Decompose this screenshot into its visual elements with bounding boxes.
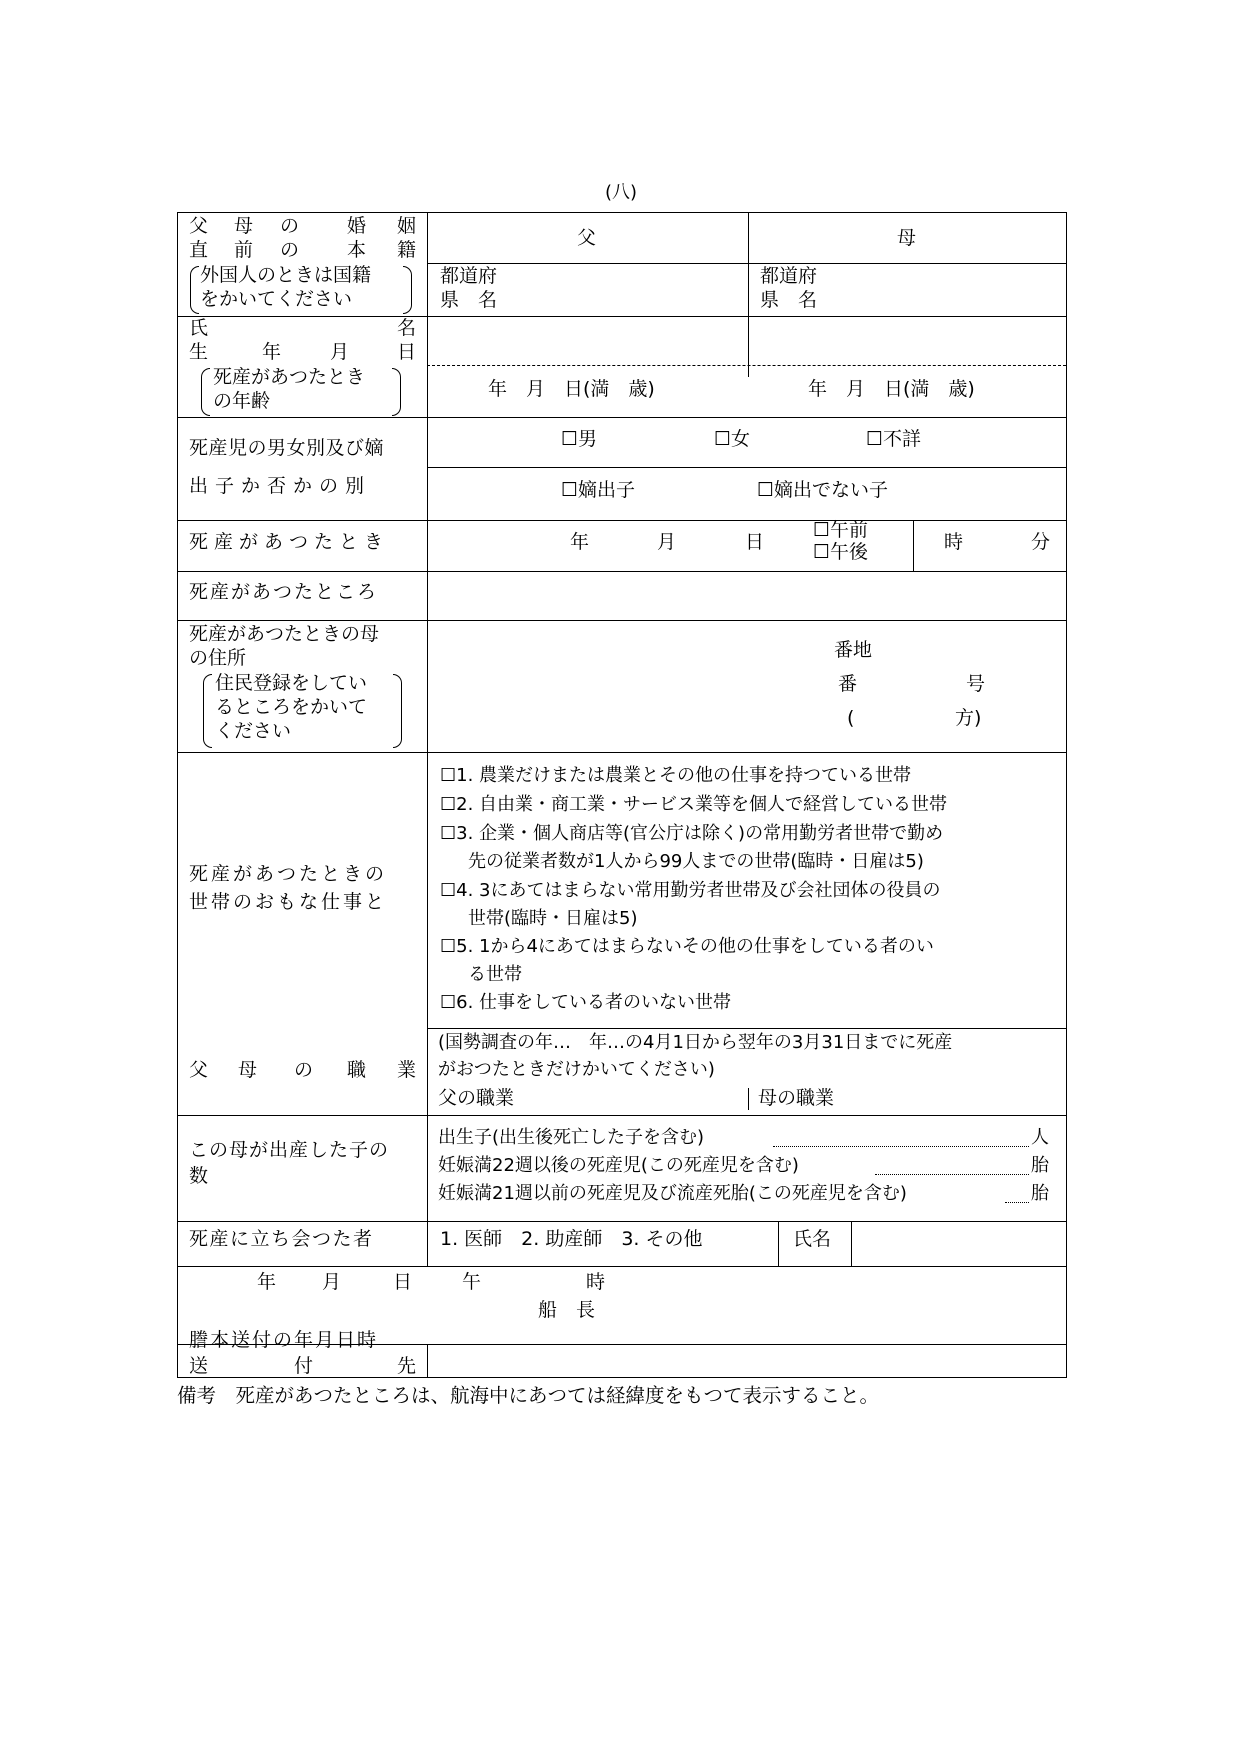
remark: 備考 死産があつたところは、航海中にあつては経緯度をもつて表示すること。 [177, 1384, 880, 1407]
go-label: 号 [966, 673, 986, 695]
captain-label: 船 長 [538, 1299, 596, 1321]
when-minute[interactable]: 分 [1031, 531, 1051, 553]
sex-label: 死産児の男女別及び嫡 [189, 437, 385, 459]
household-option-2[interactable]: ☐2. 自由業・商工業・サービス業等を個人で経営している世帯 [440, 794, 948, 815]
live-birth-dots [773, 1146, 1029, 1147]
honseki-note-2: をかいてください [200, 288, 353, 310]
mother-name-field[interactable] [749, 317, 1065, 363]
address-note-paren-right [393, 674, 402, 748]
father-birth-date[interactable]: 年 月 日(満 歳) [488, 378, 655, 400]
when-month[interactable]: 月 [657, 531, 677, 553]
live-birth-row: 出生子(出生後死亡した子を含む) [438, 1127, 705, 1148]
household-option-5[interactable]: ☐5. 1から4にあてはまらないその他の仕事をしている者のい [440, 936, 934, 957]
captain-year: 年 [257, 1271, 277, 1293]
stillbirth-22-dots [875, 1174, 1029, 1175]
copy-dest-label: 送 [189, 1355, 209, 1377]
stillbirth-21-dots [1005, 1202, 1029, 1203]
captain-gozen: 午 [462, 1271, 482, 1293]
birth-label: 生 [189, 341, 209, 363]
captain-hour: 時 [586, 1271, 606, 1293]
pm-checkbox[interactable]: ☐午後 [813, 541, 869, 563]
household-option-3-cont: 先の従業者数が1人から99人までの世帯(臨時・日雇は5) [468, 851, 924, 872]
age-note-2: の年齢 [213, 390, 271, 412]
when-hour[interactable]: 時 [944, 531, 964, 553]
unknown-sex-checkbox[interactable]: ☐不詳 [866, 428, 922, 450]
household-option-6[interactable]: ☐6. 仕事をしている者のいない世帯 [440, 992, 732, 1013]
legitimate-checkbox[interactable]: ☐嫡出子 [561, 479, 636, 501]
household-label-2: 世帯のおもな仕事と [189, 891, 388, 913]
attendant-options[interactable]: 1. 医師 2. 助産師 3. その他 [440, 1228, 703, 1250]
attendant-name-field[interactable] [852, 1222, 1065, 1264]
sex-label-2: 出子か否かの別 [189, 475, 372, 497]
address-label-2: の住所 [189, 647, 247, 669]
when-year[interactable]: 年 [570, 531, 590, 553]
stillbirth-21-row: 妊娠満21週以前の死産児及び流産死胎(この死産児を含む) [438, 1183, 907, 1204]
household-option-4-cont: 世帯(臨時・日雇は5) [468, 908, 638, 929]
household-option-5-cont: る世帯 [468, 964, 522, 985]
when-day[interactable]: 日 [745, 531, 765, 553]
copy-field[interactable] [428, 1345, 1065, 1377]
father-occupation-label[interactable]: 父の職業 [438, 1087, 515, 1109]
stillbirth-21-count[interactable]: 胎 [1031, 1183, 1049, 1204]
where-field[interactable] [428, 572, 1065, 618]
household-option-1[interactable]: ☐1. 農業だけまたは農業とその他の仕事を持つている世帯 [440, 765, 912, 786]
address-note-paren-left [203, 674, 212, 748]
male-checkbox[interactable]: ☐男 [561, 428, 598, 450]
attendant-label: 死産に立ち会つた者 [189, 1228, 374, 1250]
children-label-2: 数 [189, 1165, 209, 1187]
mother-occupation-label[interactable]: 母の職業 [758, 1087, 835, 1109]
not-legitimate-checkbox[interactable]: ☐嫡出でない子 [757, 479, 889, 501]
name-label: 氏 [189, 317, 209, 339]
occupation-note-2: がおつたときだけかいてください) [438, 1059, 715, 1080]
children-label: この母が出産した子の [189, 1139, 390, 1161]
honseki-note-paren-left [190, 266, 199, 314]
occupation-note: (国勢調査の年… 年…の4月1日から翌年の3月31日までに死産 [438, 1032, 953, 1053]
address-label: 死産があつたときの母 [189, 623, 380, 645]
address-note-3: ください [215, 720, 292, 742]
kata-open-paren: ( [847, 707, 855, 729]
father-header: 父 [577, 227, 597, 249]
captain-day: 日 [393, 1271, 413, 1293]
age-note-paren-right [392, 368, 401, 416]
mother-header: 母 [897, 227, 917, 249]
where-label: 死産があつたところ [189, 581, 379, 603]
father-pref-label-2: 県 名 [440, 289, 498, 311]
father-name-field[interactable] [428, 317, 746, 363]
mother-pref-label: 都道府 [760, 265, 818, 287]
female-checkbox[interactable]: ☐女 [714, 428, 751, 450]
occupation-label: 父 [189, 1059, 209, 1081]
age-note-paren-left [201, 368, 210, 416]
copy-date-label: 謄本送付の年月日時 [189, 1329, 379, 1351]
banchi-label: 番地 [834, 639, 873, 661]
mother-pref-label-2: 県 名 [760, 289, 818, 311]
honseki-note: 外国人のときは国籍 [200, 264, 372, 286]
attendant-name-label: 氏名 [793, 1228, 832, 1250]
household-label: 死産があつたときの [189, 863, 388, 885]
honseki-note-paren-right [403, 266, 412, 314]
live-birth-count[interactable]: 人 [1031, 1127, 1049, 1148]
address-note: 住民登録をしてい [215, 672, 368, 694]
page-marker: (八) [605, 182, 638, 203]
address-note-2: るところをかいて [215, 696, 368, 718]
age-note: 死産があつたとき [213, 366, 366, 388]
ban-label: 番 [838, 673, 858, 695]
captain-month: 月 [322, 1271, 342, 1293]
when-label: 死産があつたとき [189, 531, 390, 553]
father-pref-label: 都道府 [440, 265, 498, 287]
household-option-4[interactable]: ☐4. 3にあてはまらない常用勤労者世帯及び会社団体の役員の [440, 880, 941, 901]
stillbirth-22-count[interactable]: 胎 [1031, 1155, 1049, 1176]
household-option-3[interactable]: ☐3. 企業・個人商店等(官公庁は除く)の常用勤労者世帯で勤め [440, 823, 944, 844]
stillbirth-22-row: 妊娠満22週以後の死産児(この死産児を含む) [438, 1155, 799, 1176]
mother-birth-date[interactable]: 年 月 日(満 歳) [808, 378, 975, 400]
am-checkbox[interactable]: ☐午前 [813, 519, 869, 541]
kata-label: 方) [955, 707, 982, 729]
